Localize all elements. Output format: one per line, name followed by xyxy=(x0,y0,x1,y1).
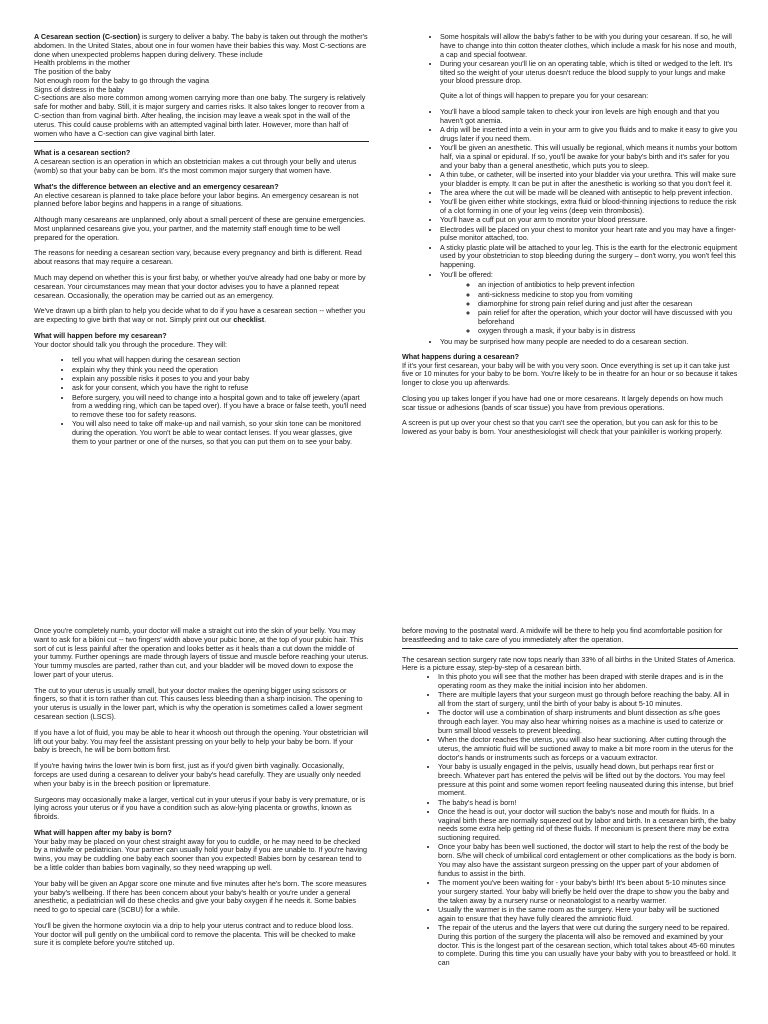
top-right-column xyxy=(402,33,738,558)
list-item: • There are multiple layers that your surgeon must go through before reaching the baby. All in all from the start of surgery, until the birth of your baby is about 5-10 minutes. xyxy=(438,691,738,709)
list-item: • Electrodes will be placed on your chest to monitor your heart rate and you may have a finger-pulse monitor attached, too. xyxy=(440,226,738,244)
list-item: • Once your baby has been well suctioned, the doctor will start to help the rest of the body be born. S/he will check of umbilical cord entaglement or other complications as the body is born. You may also have the assistant surgeon pressing on the upper part of your abdomen of fundus to assist in the birth. xyxy=(438,843,738,878)
closing-text: Closing you up takes longer if you have had one or more cesareans. It largely depends on how much scar tissue or adhesions (bands of scar tissue) you have from previous operations. xyxy=(402,393,723,412)
rate-text: The cesarean section surgery rate now tops nearly than 33% of all births in the United States of America. Here is a picture essay, step-by-step of a cesarean birth. xyxy=(402,654,736,673)
list-item: ◦ diamorphine for strong pain relief during and just after the cesarean xyxy=(478,300,738,309)
prepare-text: Quite a lot of things will happen to prepare you for your cesarean: xyxy=(440,91,649,101)
intro-paragraph xyxy=(34,33,369,59)
list-item: • When the doctor reaches the uterus, you will also hear suctioning. After cutting through the uterus, the amniotic fluid will be suctioned away to make a bit more room in the uterus for the doctor's hands or instruments such as forceps or a vacuum extractor. xyxy=(438,736,738,762)
bottom-left-column xyxy=(34,627,369,1024)
theater-list xyxy=(402,33,738,86)
list-item: • The moment you've been waiting for - your baby's birth! It's been about 5-10 minutes since your surgery started. Your baby will briefly be held over the drape to show you the baby and the taken away by a nursery nurse or neonatologist to a nearby warmer. xyxy=(438,879,738,905)
before-list xyxy=(34,356,369,446)
what-is-heading: What is a cesarean section? xyxy=(34,148,131,158)
offered-list xyxy=(440,281,738,336)
birth-plan-text xyxy=(34,307,369,325)
twins-text: If you're having twins the lower twin is born first, just as if you'd given birth vaginally. Occasionally, forceps are used during a cesarean to deliver your baby's head carefully. They are usually only needed when your baby is in the breech position or lipremature. xyxy=(34,761,361,788)
intro-text: is surgery to deliver a baby. The baby is taken out through the mother's abdomen. In the United States, about one in four women have their babies this way. Most C-sections are done when unexpected problems happen during delivery. These include xyxy=(34,33,368,59)
list-item: ◦ an injection of antibiotics to help prevent infection xyxy=(478,281,738,290)
offered-label: You'll be offered: xyxy=(440,269,493,279)
list-item: • A thin tube, or catheter, will be inserted into your bladder via your urethra. This will make sure your bladder is empty. It can be put in after the anesthetic is working so that you don't feel it. xyxy=(440,171,738,189)
surgeons-text: Surgeons may occasionally make a larger, vertical cut in your uterus if your baby is very premature, or is lying across your uterus or if you have a condition such as alow-lying placenta or growths, known as fibroids. xyxy=(34,794,366,822)
during-text: If it's your first cesarean, your baby will be with you very soon. Once everything is set up it can take just five or 10 minutes for your baby to be born. You're likely to be in theatre for an hour or so because it takes longer to close you up afterwards. xyxy=(402,360,738,388)
oxytocin-text: You'll be given the hormone oxytocin via a drip to help your uterus contract and to reduce blood loss. Your doctor will pull gently on the umbilical cord to remove the placenta. This will be checked to make sure it is complete before you're stitched up. xyxy=(34,920,356,948)
reasons-text: The reasons for needing a cesarean section vary, because every pregnancy and birth is different. Read about reasons that may require a cesarean. xyxy=(34,248,362,267)
difference-text: An elective cesarean is planned to take place before your labor begins. An emergency cesarean is not planned before labor begins and happens in a range of situations. xyxy=(34,190,359,209)
list-item: • The repair of the uterus and the layers that were cut during the surgery need to be repaired. During this portion of the surgery the placenta will also be removed and examined by your doctor. This is the longest part of the cesarean section, which total takes about 45-60 minutes to complete. During this time you can usually have your baby with you to breastfeed or hold. It can xyxy=(438,924,738,968)
list-item: • Your baby is usually engaged in the pelvis, usually head down, but perhaps rear first or breech. Whatever part has entered the pelvis will be lifted out by the doctors. You may feel pressure at this point and some women report feeling nauseated during this intense, but brief moment. xyxy=(438,763,738,798)
during-heading: What happens during a cesarean? xyxy=(402,351,520,361)
top-left-column xyxy=(34,33,369,558)
steps-list xyxy=(402,673,738,968)
unplanned-text: Although many cesareans are unplanned, only about a small percent of these are genuine emergencies. Most unplanned cesareans give you, your partner, and the maternity staff enough time to be well prepared for the operation. xyxy=(34,215,366,242)
list-item: • Usually the warmer is in the same room as the surgery. Here your baby will be suctioned again to ensure that they have fully cleared the amniotic fluid. xyxy=(438,906,738,924)
list-item: • Before surgery, you will need to change into a hospital gown and to take off jewelery (apart from a wedding ring, which can be taped over). If you have a brace or false teeth, you'll need to remove these too for safety reasons. xyxy=(72,394,369,420)
list-item: ◦ anti-sickness medicine to stop you from vomiting xyxy=(478,291,738,300)
depend-text: Much may depend on whether this is your first baby, or whether you've already had one baby or more by cesarean. Your circumstances may mean that your doctor advises you to have a planned repeat cesarean. Occasionally, the operation may be carried out as an emergency. xyxy=(34,272,366,300)
list-item: ◦ oxygen through a mask, if your baby is in distress xyxy=(478,327,738,336)
problem-item: Signs of distress in the baby xyxy=(34,84,124,94)
problem-item: Health problems in the mother xyxy=(34,58,131,68)
list-item: • explain why they think you need the operation xyxy=(72,366,369,375)
list-item: • You'll be given either white stockings, extra fluid or blood-thinning injections to reduce the risk of a clot forming in one of your leg veins (deep vein thrombosis). xyxy=(440,198,738,216)
section-divider xyxy=(34,141,369,142)
after-text: Your baby may be placed on your chest straight away for you to cuddle, or he may need to be checked by a midwife or pediatrician. Your partner can usually hold your baby if you are unable to. If you're having twins, you may be cuddling one baby each sooner than you expected! Babies born by cesarean tend to be a little colder than babies born vaginally, so they need wrapping up well. xyxy=(34,836,367,872)
numb-text: Once you're completely numb, your doctor will make a straight cut into the skin of your belly. You may want to ask for a bikini cut -- two fingers' width above your pubic bone, at the top of your pubic hair. This sort of cut is less painful after the operation and looks better as it heals than a cut down the middle of your tummy. Further openings are made through layers of tissue and muscle before reaching your uterus. Your tummy muscles are parted, rather than cut, and your bladder will be moved down to expose the lower part of your uterus. xyxy=(34,627,369,679)
list-item: • You'll have a cuff put on your arm to monitor your blood pressure. xyxy=(440,216,738,225)
list-item: • You'll have a blood sample taken to check your iron levels are high enough and that you haven't got anemia. xyxy=(440,108,738,126)
ward-text: before moving to the postnatal ward. A midwife will be there to help you find acomfortable position for breastfeeding and to take care of you immediately after the operation. xyxy=(402,627,723,644)
intro-end: C-sections are also more common among women carrying more than one baby. The surgery is relatively safe for mother and baby. Still, it is major surgery and carries risks. It also takes longer to recover from a C-section than from vaginal birth. After healing, the incision may leave a weak spot in the wall of the uterus. This could cause problems with an attempted vaginal birth later. However, more than half of women who have a C-section can give vaginal birth later. xyxy=(34,93,366,138)
before-text: Your doctor should talk you through the procedure. They will: xyxy=(34,339,227,349)
list-item xyxy=(440,271,738,336)
before-heading: What will happen before my cesarean? xyxy=(34,330,167,340)
list-item: • You'll be given an anesthetic. This will usually be regional, which means it numbs your bottom half, via a spinal or epidural. If so, you'll be awake for your baby's birth and it's safer for you and your baby than a general anesthetic, which puts you to sleep. xyxy=(440,144,738,170)
checklist-link[interactable]: checklist xyxy=(233,315,265,325)
after-heading: What will happen after my baby is born? xyxy=(34,827,172,837)
problem-item: Not enough room for the baby to go through the vagina xyxy=(34,75,210,85)
list-item: • ask for your consent, which you have the right to refuse xyxy=(72,384,369,393)
list-item: • The doctor will use a combination of sharp instruments and blunt dissection as s/he goes through each layer. You may also hear whirring noises as a machine is used to caterize or burn small blood vessels to prevent bleeding. xyxy=(438,709,738,735)
fluid-text: If you have a lot of fluid, you may be able to hear it whoosh out through the opening. Your obstetrician will lift out your baby. You may feel the assistant pressing on your belly to help your baby be born. If your baby is breech, he will be born bottom first. xyxy=(34,727,369,755)
prepare-list xyxy=(402,108,738,347)
list-item: • The area where the cut will be made will be cleaned with antiseptic to help prevent infection. xyxy=(440,189,738,198)
problem-item: The position of the baby xyxy=(34,67,111,77)
list-item: • During your cesarean you'll lie on an operating table, which is tilted or wedged to the left. It's tilted so the weight of your uterus doesn't reduce the blood supply to your lungs and make your blood pressure drop. xyxy=(440,60,738,86)
list-item: ◦ pain relief for after the operation, which your doctor will have discussed with you beforehand xyxy=(478,309,738,327)
what-is-text: A cesarean section is an operation in which an obstetrician makes a cut through your belly and uterus (womb) so that your baby can be born. It's the most common major surgery that women have. xyxy=(34,157,357,175)
list-item: • In this photo you will see that the mother has been draped with sterile drapes and is in the operating room as they make the initial incision into her abdomen. xyxy=(438,673,738,691)
section-divider xyxy=(402,648,738,649)
list-item: • A sticky plastic plate will be attached to your leg. This is the earth for the electronic equipment used by your obstetrician to stop bleeding during the surgery – don't worry, you won't feel this happening. xyxy=(440,244,738,270)
list-item: • You may be surprised how many people are needed to do a cesarean section. xyxy=(440,338,738,347)
list-item: • tell you what will happen during the cesarean section xyxy=(72,356,369,365)
difference-heading: What's the difference between an elective and an emergency cesarean? xyxy=(34,181,279,191)
birth-plan-end: . xyxy=(264,315,267,325)
list-item: • The baby's head is born! xyxy=(438,799,738,808)
list-item: • A drip will be inserted into a vein in your arm to give you fluids and to make it easy to give you drugs later if you need them. xyxy=(440,126,738,144)
problem-list xyxy=(34,59,369,94)
list-item: • explain any possible risks it poses to you and your baby xyxy=(72,375,369,384)
list-item: • Once the head is out, your doctor will suction the baby's nose and mouth for fluids. In a vaginal birth these are normally squeezed out by labor and birth. In a cesarean birth, the baby needs some extra help getting rid of these fluids. If meconium is present there may be extra suctioning required. xyxy=(438,808,738,843)
screen-text: A screen is put up over your chest so that you can't see the operation, but you can ask for this to be lowered as your baby is born. Your anesthesiologist will check that your painkiller is working properly. xyxy=(402,418,723,437)
birth-plan-body: We've drawn up a birth plan to help you decide what to do if you have a cesarean section -- whether you are expecting to give birth that way or not. Simply print out our xyxy=(34,306,366,325)
list-item: • You will also need to take off make-up and nail varnish, so your skin tone can be monitored during the operation. You won't be able to wear contact lenses. If you wear glasses, give them to your partner or one of the nurses, so that you can put them on to see your baby. xyxy=(72,420,369,446)
apgar-text: Your baby will be given an Apgar score one minute and five minutes after he's born. The score measures your baby's wellbeing. If there has been concern about your baby's health or you're under a general anesthetic, a pediatrician will do these checks and give your baby oxygen if he needs it. Some babies need to go to special care (SCBU) for a while. xyxy=(34,878,367,915)
intro-term: A Cesarean section (C-section) xyxy=(34,33,140,41)
cut-text: The cut to your uterus is usually small, but your doctor makes the opening bigger using scissors or fingers, so that it is torn rather than cut. This causes less bleeding than a sharp incision. The opening to your uterus is usually in the lower part, which is why the operation is sometimes called a lower segment cesarean section (LSCS). xyxy=(34,685,363,722)
bottom-right-column xyxy=(402,627,738,1024)
list-item: • Some hospitals will allow the baby's father to be with you during your cesarean. If so, he will have to change into thin cotton theater clothes, which include a mask for his nose and mouth, a cap and special footwear. xyxy=(440,33,738,59)
